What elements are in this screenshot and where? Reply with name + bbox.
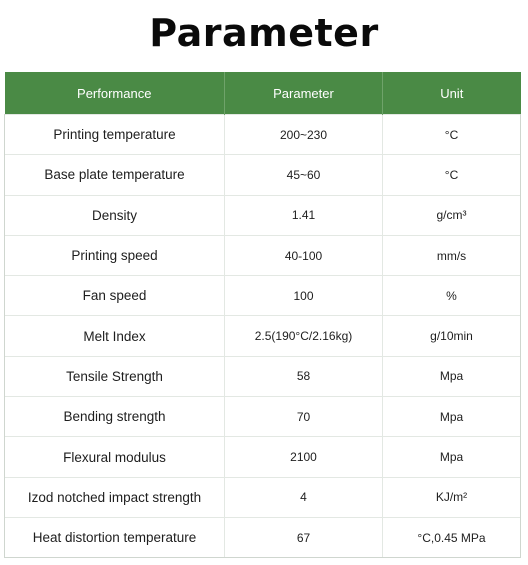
unit-cell: Mpa <box>383 397 521 437</box>
table-row <box>5 276 521 316</box>
performance-cell: Heat distortion temperature <box>5 517 225 557</box>
unit-cell: Mpa <box>383 356 521 396</box>
parameter-table <box>4 72 521 558</box>
performance-cell: Tensile Strength <box>5 356 225 396</box>
unit-cell: °C <box>383 155 521 195</box>
column-header-parameter: Parameter <box>225 72 383 115</box>
parameter-cell: 2.5(190°C/2.16kg) <box>225 316 383 356</box>
performance-cell: Density <box>5 195 225 235</box>
unit-cell: g/10min <box>383 316 521 356</box>
unit-cell: mm/s <box>383 235 521 275</box>
parameter-cell: 100 <box>225 276 383 316</box>
parameter-cell: 40-100 <box>225 235 383 275</box>
unit-cell: g/cm³ <box>383 195 521 235</box>
unit-cell: Mpa <box>383 437 521 477</box>
page-title: Parameter <box>149 11 379 55</box>
performance-cell: Melt Index <box>5 316 225 356</box>
parameter-cell: 70 <box>225 397 383 437</box>
performance-cell: Base plate temperature <box>5 155 225 195</box>
column-header-performance: Performance <box>5 72 225 115</box>
unit-cell: °C,0.45 MPa <box>383 517 521 557</box>
performance-cell: Fan speed <box>5 276 225 316</box>
parameter-cell: 45~60 <box>225 155 383 195</box>
table-header-row <box>5 72 521 115</box>
table-row <box>5 477 521 517</box>
table-row <box>5 356 521 396</box>
performance-cell: Bending strength <box>5 397 225 437</box>
unit-cell: °C <box>383 115 521 155</box>
performance-cell: Izod notched impact strength <box>5 477 225 517</box>
performance-cell: Flexural modulus <box>5 437 225 477</box>
parameter-cell: 58 <box>225 356 383 396</box>
table-row <box>5 397 521 437</box>
table-row <box>5 437 521 477</box>
table-row <box>5 235 521 275</box>
unit-cell: KJ/m² <box>383 477 521 517</box>
parameter-cell: 4 <box>225 477 383 517</box>
table-row <box>5 155 521 195</box>
performance-cell: Printing speed <box>5 235 225 275</box>
table-row <box>5 115 521 155</box>
performance-cell: Printing temperature <box>5 115 225 155</box>
table-row <box>5 316 521 356</box>
column-header-unit: Unit <box>383 72 521 115</box>
parameter-cell: 2100 <box>225 437 383 477</box>
unit-cell: % <box>383 276 521 316</box>
parameter-cell: 200~230 <box>225 115 383 155</box>
table-row <box>5 517 521 557</box>
parameter-cell: 1.41 <box>225 195 383 235</box>
table-row <box>5 195 521 235</box>
parameter-cell: 67 <box>225 517 383 557</box>
